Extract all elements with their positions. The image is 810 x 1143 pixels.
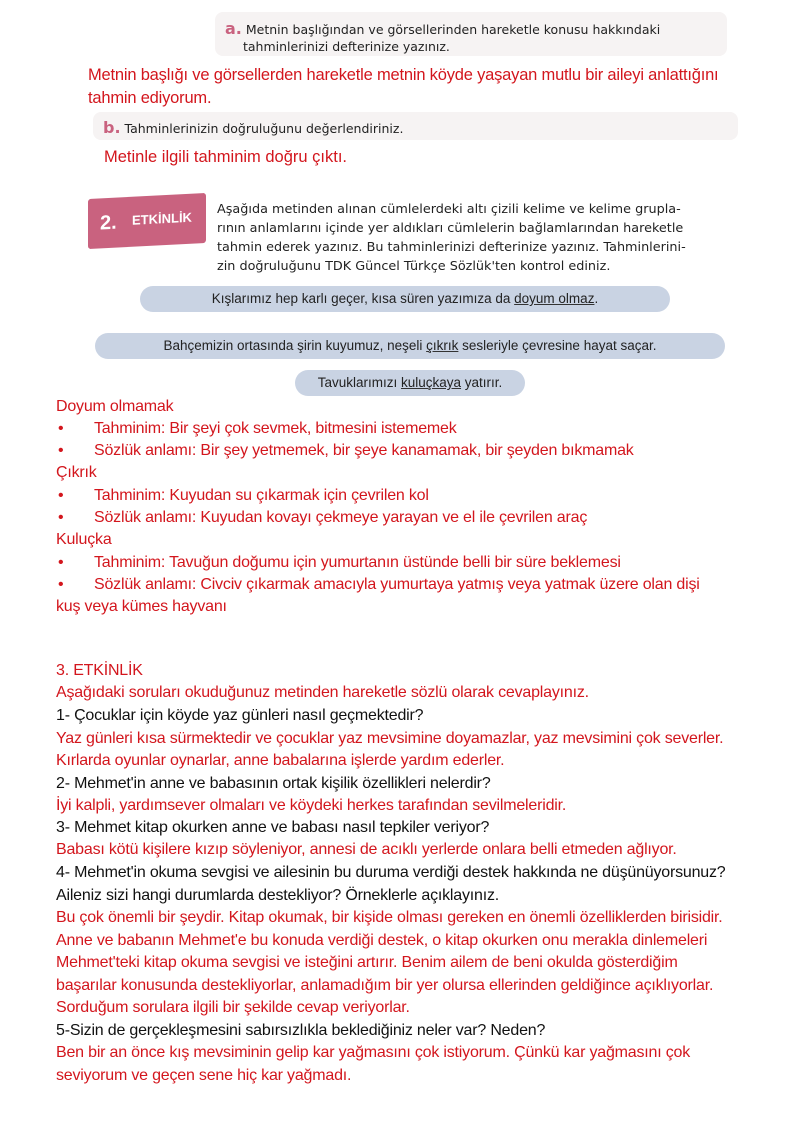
- activity-number: 2.: [100, 211, 117, 235]
- question-line: [56, 819, 489, 837]
- line-text: 2- Mehmet'in anne ve babasının ortak kişilik özellikleri nelerdir?: [56, 775, 491, 792]
- activity-label: ETKİNLİK: [132, 209, 192, 228]
- instruction-line: zin doğruluğunu TDK Güncel Türkçe Sözlük'ten kontrol ediniz.: [217, 259, 611, 274]
- answer-line: [56, 730, 723, 748]
- bullet-icon: •: [58, 554, 64, 571]
- line-text: Kuluçka: [56, 531, 112, 548]
- answer-line: [56, 531, 112, 549]
- bullet-icon: •: [58, 576, 64, 593]
- answer-line: [56, 398, 173, 416]
- sentence-text: Kışlarımız hep karlı geçer, kısa süren yazımıza da: [211, 291, 515, 306]
- answer-line: [56, 684, 589, 702]
- question-line: [56, 864, 725, 882]
- line-text: Tahminim: Tavuğun doğumu için yumurtanın üstünde belli bir süre beklemesi: [94, 554, 621, 571]
- answer-line: [56, 977, 713, 995]
- line-text: Tahminim: Bir şeyi çok sevmek, bitmesini istememek: [94, 420, 457, 437]
- answer-line: [56, 932, 707, 950]
- answer-line: [56, 909, 723, 927]
- answer-line: [56, 1067, 351, 1085]
- answer-lines: [56, 0, 810, 1143]
- task-b-letter: b.: [103, 118, 121, 137]
- line-text: Yaz günleri kısa sürmektedir ve çocuklar yaz mevsimine doyamazlar, yaz mevsimini çok severler.: [56, 730, 724, 747]
- bullet-item: [56, 442, 634, 460]
- line-text: Mehmet'teki kitap okuma sevgisi ve isteğini artırır. Benim ailem de beni okulda gösterdiğim: [56, 954, 678, 971]
- sentence-text: .: [594, 291, 599, 306]
- line-text: 5-Sizin de gerçekleşmesini sabırsızlıkla beklediğiniz neler var? Neden?: [56, 1022, 546, 1039]
- line-text: Anne ve babanın Mehmet'e bu konuda verdiği destek, o kitap okurken onu merakla dinlemeleri: [56, 932, 708, 949]
- answer-line: [56, 464, 97, 482]
- underlined-term: çıkrık: [426, 338, 459, 353]
- sentence-text: Tavuklarımızı: [317, 375, 401, 390]
- line-text: Aşağıdaki soruları okuduğunuz metinden hareketle sözlü olarak cevaplayınız.: [56, 684, 589, 701]
- bullet-item: [56, 554, 621, 572]
- line-text: Sözlük anlamı: Civciv çıkarmak amacıyla yumurtaya yatmış veya yatmak üzere olan dişi: [94, 576, 700, 593]
- bullet-icon: •: [58, 420, 64, 437]
- sentence-text: sesleriyle çevresine hayat saçar.: [458, 338, 657, 353]
- bullet-item: [56, 576, 700, 594]
- bullet-icon: •: [58, 487, 64, 504]
- bullet-icon: •: [58, 442, 64, 459]
- line-text: Babası kötü kişilere kızıp söyleniyor, annesi de acıklı yerlerde onlara belli etmeden ağlıyor.: [56, 841, 677, 858]
- instruction-line: Aşağıda metinden alınan cümlelerdeki altı çizili kelime ve kelime grupla-: [217, 202, 681, 217]
- answer-line: [56, 752, 504, 770]
- line-text: Sorduğum sorulara ilgili bir şekilde cevap veriyorlar.: [56, 999, 410, 1016]
- question-line: [56, 775, 491, 793]
- line-text: Sözlük anlamı: Bir şey yetmemek, bir şeye kanamamak, bir şeyden bıkmamak: [94, 442, 634, 459]
- line-text: Kırlarda oyunlar oynarlar, anne babalarına işlerde yardım ederler.: [56, 752, 505, 769]
- answer-line: [56, 1044, 690, 1062]
- sentence-text: Bahçemizin ortasında şirin kuyumuz, neşeli: [163, 338, 427, 353]
- question-line: [56, 707, 423, 725]
- line-text: Aileniz sizi hangi durumlarda destekliyor? Örneklerle açıklayınız.: [56, 887, 500, 904]
- underlined-term: kuluçkaya: [400, 375, 462, 390]
- line-text: Sözlük anlamı: Kuyudan kovayı çekmeye yarayan ve el ile çevrilen araç: [94, 509, 588, 526]
- bullet-item: [56, 487, 429, 505]
- question-line: [56, 1022, 545, 1040]
- answer-line: [56, 999, 410, 1017]
- instruction-line: tahmin ederek yazınız. Bu tahminlerinizi defterinize yazınız. Tahminlerini-: [217, 240, 686, 255]
- line-text: başarılar konusunda destekliyorlar, anlamadığım bir yer olursa ellerinden geldiğince açıklıyorlar.: [56, 977, 714, 994]
- line-text: İyi kalpli, yardımsever olmaları ve köydeki herkes tarafından sevilmeleridir.: [56, 797, 567, 814]
- line-text: 4- Mehmet'in okuma sevgisi ve ailesinin bu duruma verdiği destek hakkında ne düşünüyorsunuz?: [56, 864, 726, 881]
- line-text: 3. ETKİNLİK: [56, 662, 143, 679]
- line-text: kuş veya kümes hayvanı: [56, 598, 227, 615]
- answer-line: [56, 841, 677, 859]
- underlined-term: doyum olmaz: [514, 291, 595, 306]
- question-line: [56, 887, 499, 905]
- answer-b: Metinle ilgili tahminim doğru çıktı.: [104, 148, 348, 166]
- sentence-text: yatırır.: [461, 375, 503, 390]
- line-text: 3- Mehmet kitap okurken anne ve babası nasıl tepkiler veriyor?: [56, 819, 490, 836]
- line-text: 1- Çocuklar için köyde yaz günleri nasıl geçmektedir?: [56, 707, 424, 724]
- line-text: Ben bir an önce kış mevsiminin gelip kar yağmasını çok istiyorum. Çünkü kar yağmasını çok: [56, 1044, 691, 1061]
- answer-line: [56, 598, 227, 616]
- task-a-letter: a.: [225, 19, 242, 38]
- instruction-line: rının anlamlarını içinde yer aldıkları cümlelerin bağlamlarından hareketle: [217, 221, 684, 236]
- answer-line: [56, 797, 566, 815]
- line-text: Bu çok önemli bir şeydir. Kitap okumak, bir kişide olması gereken en önemli özelliklerden birisidir.: [56, 909, 723, 926]
- line-text: seviyorum ve geçen sene hiç kar yağmadı.: [56, 1067, 352, 1084]
- bullet-item: [56, 509, 587, 527]
- answer-line: [56, 662, 143, 680]
- answer-a-line2: tahmin ediyorum.: [88, 89, 212, 107]
- task-b-text: Tahminlerinizin doğruluğunu değerlendiriniz.: [124, 121, 404, 136]
- line-text: Doyum olmamak: [56, 398, 174, 415]
- task-a-line2: tahminlerinizi defterinize yazınız.: [243, 39, 450, 54]
- bullet-item: [56, 420, 457, 438]
- line-text: Tahminim: Kuyudan su çıkarmak için çevrilen kol: [94, 487, 429, 504]
- answer-line: [56, 954, 678, 972]
- answer-a-line1: Metnin başlığı ve görsellerden hareketle metnin köyde yaşayan mutlu bir aileyi anlattığını: [88, 66, 719, 84]
- bullet-icon: •: [58, 509, 64, 526]
- line-text: Çıkrık: [56, 464, 97, 481]
- task-a-line1: Metnin başlığından ve görsellerinden hareketle konusu hakkındaki: [245, 22, 661, 37]
